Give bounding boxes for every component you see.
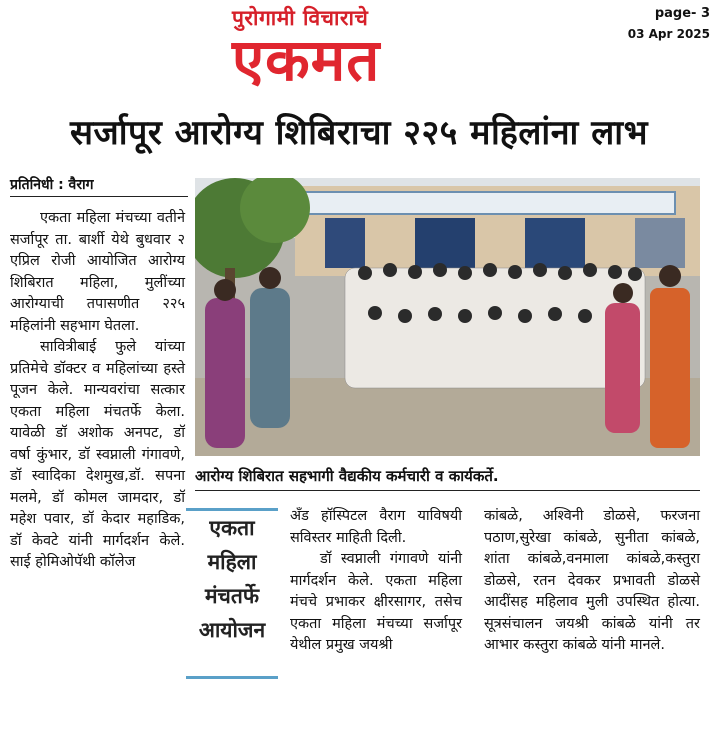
article-photo (195, 178, 700, 456)
article-column-1 (10, 208, 185, 574)
byline-rule (10, 196, 188, 197)
pull-quote-line: मंचतर्फे (204, 584, 260, 608)
photo-caption: आरोग्य शिबिरात सहभागी वैद्यकीय कर्मचारी व कार्यकर्ते. (195, 467, 499, 485)
pull-quote-line: आयोजन (198, 618, 266, 642)
issue-date: 03 Apr 2025 (627, 27, 710, 41)
page-info (628, 6, 710, 41)
page-number: page- 3 (654, 6, 710, 21)
article-column-2 (290, 506, 462, 657)
pull-quote-line: महिला (207, 550, 257, 574)
masthead (0, 0, 718, 108)
caption-rule (195, 490, 700, 491)
byline: प्रतिनिधी : वैराग (10, 177, 94, 193)
newspaper-logo: एकमत (232, 26, 381, 94)
article-column-3 (484, 506, 700, 657)
paragraph: एकता महिला मंचच्या वतीने सर्जापूर ता. बार्शी येथे बुधवार २ एप्रिल रोजी आयोजित आरोग्य शिबिरात महिला, मुलींच्या आरोग्याची तपासणीत २२५ महिलांनी सहभाग घेतला. (10, 210, 185, 334)
group-photo-illustration (195, 178, 700, 456)
article-headline: सर्जापूर आरोग्य शिबिराचा २२५ महिलांना लाभ (70, 113, 648, 153)
pull-quote-line: एकता (209, 516, 255, 540)
newspaper-tagline: पुरोगामी विचाराचे (232, 6, 369, 30)
pull-quote (186, 508, 278, 679)
paragraph: डॉ स्वप्नाली गंगावणे यांनी मार्गदर्शन केले. एकता महिला मंचचे प्रभाकर क्षीरसागर, तसेच एकता महिला मंचच्या सर्जापूर येथील प्रमुख जयश्री (290, 551, 462, 653)
paragraph: अँड हॉस्पिटल वैराग याविषयी सविस्तर माहिती दिली. (290, 508, 462, 546)
paragraph: सावित्रीबाई फुले यांच्या प्रतिमेचे डॉक्टर व महिलांच्या हस्ते पूजन केले. मान्यवरांचा सत्कार एकता महिला मंचतर्फे केला. यावेळी डॉ अशोक अनपट, डॉ वर्षा कुंभार, डॉ स्वप्नाली गंगावणे, डॉ स्वादिका देशमुख,डॉ. सपना मलमे, डॉ कोमल जामदार, डॉ महेश पवार, डॉ केदार महाडिक, डॉ केवटे यांनी मार्गदर्शन केले. साई होमिओपॅथी कॉलेज (10, 339, 185, 570)
paragraph: कांबळे, अश्विनी डोळसे, फरजना पठाण,सुरेखा कांबळे, सुनीता कांबळे, शांता कांबळे,वनमाला कांबळे,कस्तुरा डोळसे, रतन देवकर प्रभावती डोळसे आदींसह महिलाव मुली उपस्थित होत्या. सूत्रसंचालन जयश्री कांबळे यांनी तर आभार कस्तुरा कांबळे यांनी मानले. (484, 508, 700, 653)
